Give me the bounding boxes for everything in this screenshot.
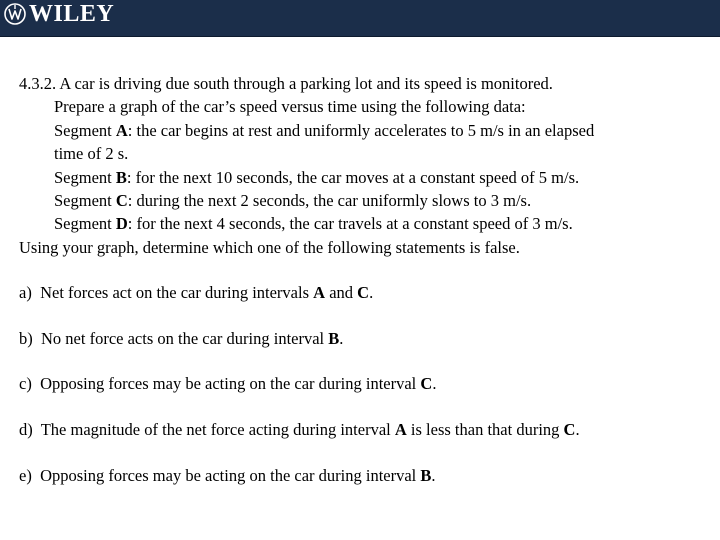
- segment-a: [19, 119, 709, 142]
- answer-text: No net force acts on the car during interval: [41, 329, 329, 348]
- segment-text: : during the next 2 seconds, the car uniformly slows to 3 m/s.: [127, 191, 532, 211]
- answer-text: .: [339, 329, 344, 348]
- answer-option-b[interactable]: [19, 329, 343, 349]
- answer-label: b): [19, 329, 33, 348]
- answer-text: .: [575, 420, 580, 439]
- wiley-logo: [4, 1, 114, 27]
- segment-text: : the car begins at rest and uniformly accelerates to 5 m/s in an elapsed: [127, 120, 595, 140]
- question-instruction: Prepare a graph of the car’s speed versus time using the following data:: [54, 97, 526, 117]
- answer-text: and: [325, 283, 358, 302]
- segment-letter: D: [115, 214, 128, 234]
- answer-text: Opposing forces may be acting on the car during interval: [40, 466, 421, 485]
- answer-text: .: [431, 466, 436, 485]
- answer-text: .: [432, 374, 437, 393]
- answer-text: Opposing forces may be acting on the car during interval: [40, 374, 421, 393]
- answer-text: is less than that during: [406, 420, 564, 439]
- segment-letter: C: [115, 191, 128, 211]
- question-body: [19, 72, 709, 259]
- answer-bold: C: [420, 374, 433, 393]
- header-bar: [0, 0, 720, 37]
- answer-text: Net forces act on the car during intervals: [40, 283, 314, 302]
- answer-text: .: [369, 283, 374, 302]
- segment-b: [19, 166, 709, 189]
- answer-bold: C: [563, 420, 576, 439]
- wiley-shield-icon: [4, 2, 26, 26]
- segment-prefix: Segment: [54, 214, 116, 234]
- answer-text: The magnitude of the net force acting during interval: [40, 420, 395, 439]
- segment-letter: B: [115, 167, 127, 187]
- answer-label: e): [19, 466, 32, 485]
- segment-text: : for the next 4 seconds, the car travels at a constant speed of 3 m/s.: [127, 214, 573, 234]
- segment-prefix: Segment: [54, 191, 116, 211]
- segment-prefix: Segment: [54, 167, 116, 187]
- answer-label: d): [19, 420, 33, 439]
- answer-bold: B: [328, 329, 340, 348]
- answer-option-c[interactable]: [19, 374, 436, 394]
- answer-label: a): [19, 283, 32, 302]
- segment-text: : for the next 10 seconds, the car moves at a constant speed of 5 m/s.: [126, 167, 580, 187]
- segment-d: [19, 212, 709, 235]
- answer-option-e[interactable]: [19, 466, 436, 486]
- segment-letter: A: [115, 120, 128, 140]
- segment-prefix: Segment: [54, 120, 116, 140]
- answer-option-d[interactable]: [19, 420, 580, 440]
- question-prompt: Using your graph, determine which one of the following statements is false.: [19, 237, 520, 257]
- answer-option-a[interactable]: [19, 283, 373, 303]
- answer-bold: A: [313, 283, 326, 302]
- segment-c: [19, 189, 709, 212]
- segment-a-continuation: time of 2 s.: [54, 144, 129, 164]
- question-intro: 4.3.2. A car is driving due south through a parking lot and its speed is monitored.: [19, 74, 553, 93]
- brand-name: WILEY: [29, 1, 115, 27]
- answer-bold: B: [420, 466, 432, 485]
- answer-bold: C: [357, 283, 370, 302]
- answer-bold: A: [394, 420, 407, 439]
- answer-label: c): [19, 374, 32, 393]
